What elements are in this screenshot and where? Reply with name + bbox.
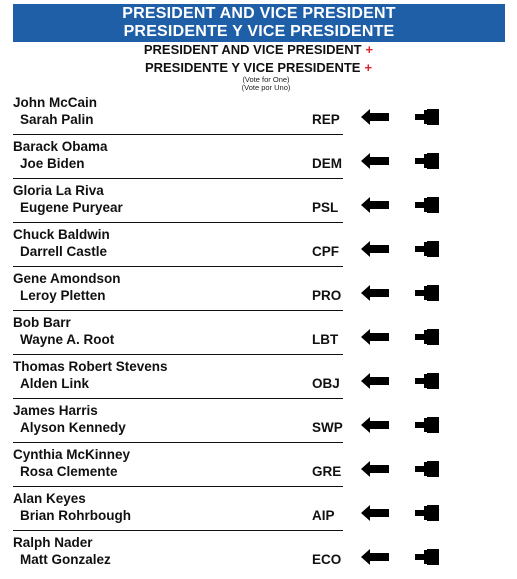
president-name: Ralph Nader	[13, 535, 93, 550]
vice-president-name: Alden Link	[20, 376, 90, 391]
president-name: Cynthia McKinney	[13, 447, 131, 462]
vote-target-icon[interactable]	[415, 373, 439, 389]
party-code: LBT	[312, 332, 339, 347]
candidate-list	[13, 95, 505, 579]
party-code: SWP	[312, 420, 343, 435]
row-divider	[13, 398, 343, 399]
plus-icon: +	[365, 42, 374, 57]
vote-target-icon[interactable]	[415, 461, 439, 477]
vice-president-name: Rosa Clemente	[20, 464, 118, 479]
candidate-row[interactable]	[13, 95, 505, 139]
vice-president-name: Matt Gonzalez	[20, 552, 111, 567]
vice-president-name: Eugene Puryear	[20, 200, 123, 215]
row-divider	[13, 354, 343, 355]
vice-president-name: Sarah Palin	[20, 112, 94, 127]
president-name: John McCain	[13, 95, 98, 110]
row-divider	[13, 222, 343, 223]
arrow-left-icon	[361, 329, 389, 345]
candidate-row[interactable]	[13, 403, 505, 447]
row-divider	[13, 530, 343, 531]
arrow-left-icon	[361, 241, 389, 257]
vice-president-name: Wayne A. Root	[20, 332, 115, 347]
vote-target-icon[interactable]	[415, 241, 439, 257]
arrow-left-icon	[361, 197, 389, 213]
arrow-left-icon	[361, 109, 389, 125]
party-code: PSL	[312, 200, 339, 215]
vice-president-name: Leroy Pletten	[20, 288, 106, 303]
arrow-left-icon	[361, 461, 389, 477]
party-code: PRO	[312, 288, 342, 303]
party-code: CPF	[312, 244, 339, 259]
subtitle-text: PRESIDENTE Y VICE PRESIDENTE	[144, 60, 361, 75]
contest-title-english: PRESIDENT AND VICE PRESIDENT	[122, 5, 396, 22]
candidate-row[interactable]	[13, 315, 505, 359]
vote-target-icon[interactable]	[415, 109, 439, 125]
candidate-row[interactable]	[13, 227, 505, 271]
row-divider	[13, 266, 343, 267]
vote-target-icon[interactable]	[415, 505, 439, 521]
arrow-left-icon	[361, 505, 389, 521]
president-name: Gloria La Riva	[13, 183, 104, 198]
president-name: Chuck Baldwin	[13, 227, 110, 242]
arrow-left-icon	[361, 549, 389, 565]
candidate-row[interactable]	[13, 359, 505, 403]
vice-president-name: Alyson Kennedy	[20, 420, 126, 435]
party-code: OBJ	[312, 376, 340, 391]
vote-instruction-spanish: (Vote por Uno)	[241, 83, 291, 92]
candidate-row[interactable]	[13, 447, 505, 491]
vote-target-icon[interactable]	[415, 153, 439, 169]
arrow-left-icon	[361, 153, 389, 169]
president-name: Barack Obama	[13, 139, 108, 154]
arrow-left-icon	[361, 285, 389, 301]
contest-subtitle-spanish	[0, 60, 517, 75]
president-name: Bob Barr	[13, 315, 71, 330]
party-code: REP	[312, 112, 340, 127]
arrow-left-icon	[361, 417, 389, 433]
candidate-row[interactable]	[13, 491, 505, 535]
contest-subtitle-english	[0, 42, 517, 57]
party-code: GRE	[312, 464, 342, 479]
contest-banner	[13, 4, 505, 42]
candidate-row[interactable]	[13, 535, 505, 579]
vote-target-icon[interactable]	[415, 197, 439, 213]
candidate-row[interactable]	[13, 139, 505, 183]
president-name: James Harris	[13, 403, 98, 418]
vote-target-icon[interactable]	[415, 549, 439, 565]
candidate-row[interactable]	[13, 183, 505, 227]
row-divider	[13, 486, 343, 487]
vote-target-icon[interactable]	[415, 285, 439, 301]
plus-icon: +	[364, 60, 373, 75]
president-name: Alan Keyes	[13, 491, 86, 506]
row-divider	[13, 442, 343, 443]
party-code: DEM	[312, 156, 342, 171]
row-divider	[13, 178, 343, 179]
row-divider	[13, 310, 343, 311]
contest-title-spanish: PRESIDENTE Y VICE PRESIDENTE	[123, 23, 395, 40]
vice-president-name: Joe Biden	[20, 156, 85, 171]
subtitle-text: PRESIDENT AND VICE PRESIDENT	[143, 42, 362, 57]
vice-president-name: Darrell Castle	[20, 244, 108, 259]
vice-president-name: Brian Rohrbough	[20, 508, 131, 523]
president-name: Gene Amondson	[13, 271, 121, 286]
vote-instruction-english: (Vote for One)	[242, 75, 290, 84]
president-name: Thomas Robert Stevens	[13, 359, 168, 374]
party-code: AIP	[312, 508, 335, 523]
party-code: ECO	[312, 552, 342, 567]
vote-target-icon[interactable]	[415, 417, 439, 433]
arrow-left-icon	[361, 373, 389, 389]
candidate-row[interactable]	[13, 271, 505, 315]
row-divider	[13, 134, 343, 135]
vote-target-icon[interactable]	[415, 329, 439, 345]
